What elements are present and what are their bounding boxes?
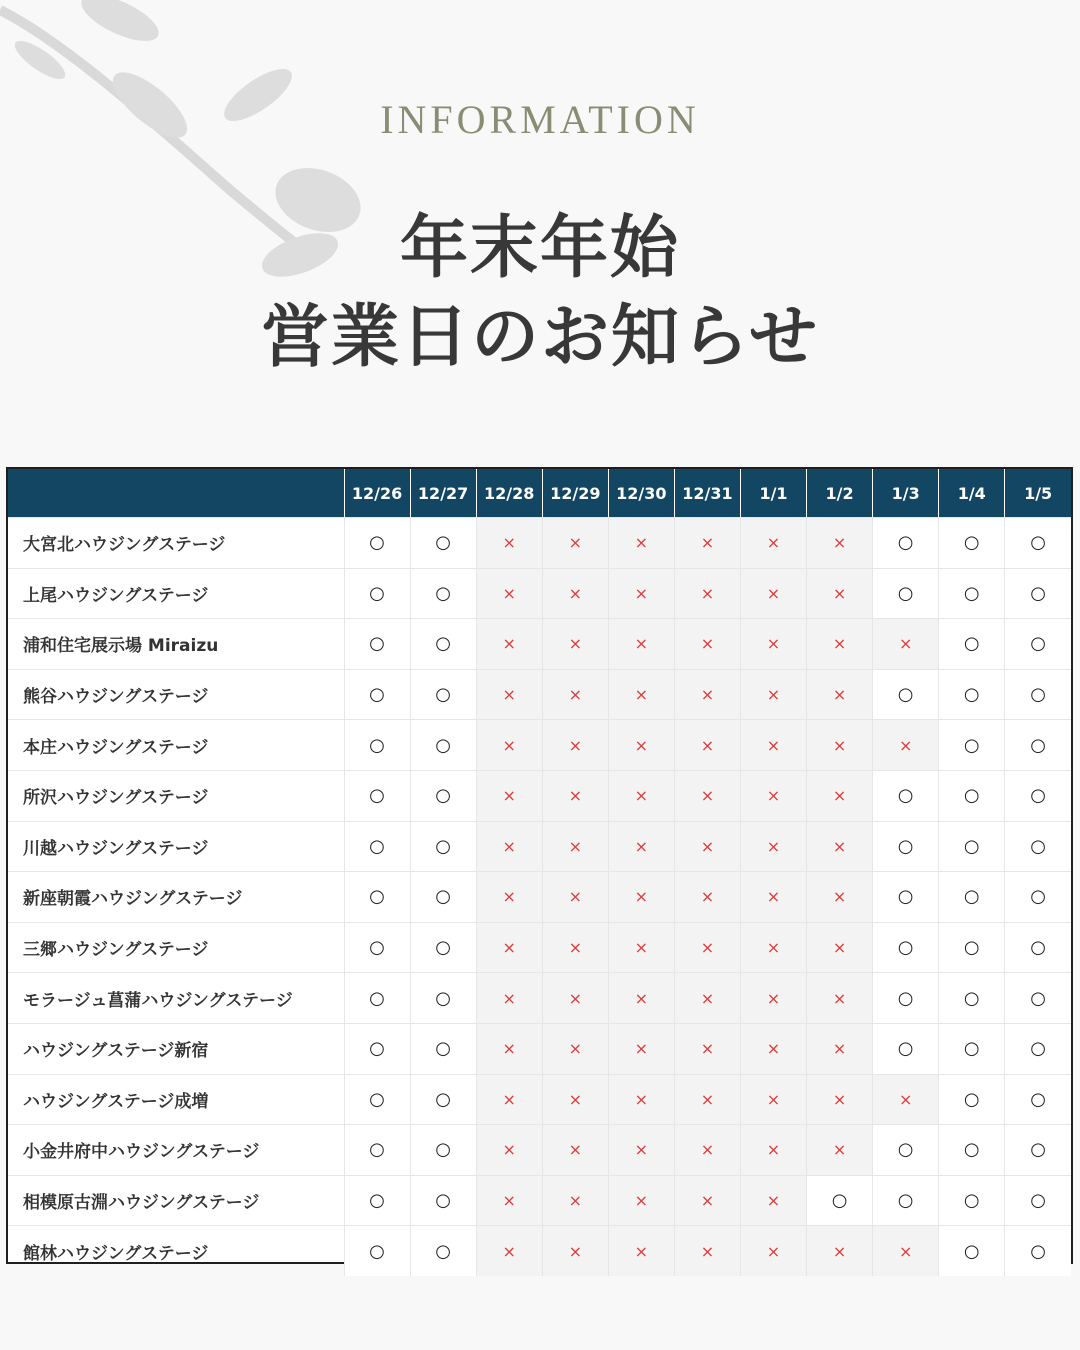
open-mark: ○ [939,720,1005,771]
closed-mark: × [608,1125,674,1176]
open-mark: ○ [1005,1125,1071,1176]
closed-mark: × [542,922,608,973]
table-row [8,1226,1071,1276]
open-mark: ○ [939,1125,1005,1176]
date-header: 12/26 [344,469,410,518]
open-mark: ○ [939,568,1005,619]
open-mark: ○ [410,922,476,973]
closed-mark: × [740,821,806,872]
closed-mark: × [608,568,674,619]
open-mark: ○ [344,770,410,821]
closed-mark: × [542,1226,608,1276]
closed-mark: × [873,720,939,771]
open-mark: ○ [410,821,476,872]
open-mark: ○ [873,1023,939,1074]
open-mark: ○ [939,518,1005,569]
closed-mark: × [674,770,740,821]
open-mark: ○ [873,770,939,821]
open-mark: ○ [344,821,410,872]
closed-mark: × [674,1125,740,1176]
closed-mark: × [476,619,542,670]
page-title [0,205,1080,383]
open-mark: ○ [939,619,1005,670]
date-header: 12/29 [542,469,608,518]
title-line-2: 営業日のお知らせ [261,298,819,377]
closed-mark: × [476,669,542,720]
closed-mark: × [542,1175,608,1226]
closed-mark: × [542,1125,608,1176]
closed-mark: × [674,669,740,720]
closed-mark: × [674,922,740,973]
table-row [8,619,1071,670]
closed-mark: × [807,669,873,720]
open-mark: ○ [344,1023,410,1074]
closed-mark: × [674,1226,740,1276]
open-mark: ○ [873,568,939,619]
open-mark: ○ [344,1125,410,1176]
location-name: 小金井府中ハウジングステージ [8,1125,344,1176]
closed-mark: × [807,518,873,569]
closed-mark: × [674,1175,740,1226]
title-line-1: 年末年始 [399,209,680,288]
closed-mark: × [674,1074,740,1125]
closed-mark: × [807,821,873,872]
location-name: 所沢ハウジングステージ [8,770,344,821]
open-mark: ○ [1005,720,1071,771]
closed-mark: × [740,1175,806,1226]
open-mark: ○ [1005,922,1071,973]
closed-mark: × [807,1023,873,1074]
closed-mark: × [674,821,740,872]
open-mark: ○ [939,1023,1005,1074]
location-name: 熊谷ハウジングステージ [8,669,344,720]
closed-mark: × [674,872,740,923]
closed-mark: × [674,619,740,670]
open-mark: ○ [410,1226,476,1276]
open-mark: ○ [410,770,476,821]
open-mark: ○ [939,1175,1005,1226]
open-mark: ○ [410,1125,476,1176]
open-mark: ○ [1005,1175,1071,1226]
closed-mark: × [542,669,608,720]
closed-mark: × [476,922,542,973]
location-name: 川越ハウジングステージ [8,821,344,872]
open-mark: ○ [344,973,410,1024]
closed-mark: × [740,669,806,720]
closed-mark: × [807,922,873,973]
table-row [8,821,1071,872]
table-row [8,518,1071,569]
closed-mark: × [674,518,740,569]
table-row [8,669,1071,720]
open-mark: ○ [344,1226,410,1276]
date-header: 12/27 [410,469,476,518]
open-mark: ○ [1005,619,1071,670]
closed-mark: × [740,1074,806,1125]
closed-mark: × [740,973,806,1024]
date-header: 1/2 [807,469,873,518]
closed-mark: × [807,770,873,821]
open-mark: ○ [410,720,476,771]
closed-mark: × [476,1023,542,1074]
location-name: 新座朝霞ハウジングステージ [8,872,344,923]
closed-mark: × [542,821,608,872]
closed-mark: × [608,619,674,670]
closed-mark: × [674,973,740,1024]
closed-mark: × [476,720,542,771]
closed-mark: × [740,872,806,923]
location-name: 本庄ハウジングステージ [8,720,344,771]
open-mark: ○ [1005,669,1071,720]
open-mark: ○ [807,1175,873,1226]
closed-mark: × [674,1023,740,1074]
date-header: 1/1 [740,469,806,518]
header-corner [8,469,344,518]
closed-mark: × [476,1226,542,1276]
date-header: 12/28 [476,469,542,518]
open-mark: ○ [344,922,410,973]
closed-mark: × [740,518,806,569]
open-mark: ○ [939,1226,1005,1276]
table-header-row [8,469,1071,518]
open-mark: ○ [344,568,410,619]
date-header: 1/4 [939,469,1005,518]
closed-mark: × [608,1023,674,1074]
closed-mark: × [542,770,608,821]
closed-mark: × [476,568,542,619]
closed-mark: × [476,1074,542,1125]
schedule-table [6,467,1073,1264]
closed-mark: × [542,1074,608,1125]
open-mark: ○ [344,872,410,923]
closed-mark: × [542,720,608,771]
open-mark: ○ [410,1175,476,1226]
closed-mark: × [873,619,939,670]
location-name: 三郷ハウジングステージ [8,922,344,973]
open-mark: ○ [873,518,939,569]
info-label: INFORMATION [380,97,700,142]
closed-mark: × [807,1226,873,1276]
closed-mark: × [542,518,608,569]
open-mark: ○ [410,669,476,720]
date-header: 12/30 [608,469,674,518]
open-mark: ○ [939,922,1005,973]
closed-mark: × [608,1074,674,1125]
closed-mark: × [608,720,674,771]
open-mark: ○ [939,1074,1005,1125]
location-name: 大宮北ハウジングステージ [8,518,344,569]
open-mark: ○ [1005,973,1071,1024]
table-row [8,973,1071,1024]
location-name: ハウジングステージ成増 [8,1074,344,1125]
date-header: 1/5 [1005,469,1071,518]
open-mark: ○ [1005,1074,1071,1125]
closed-mark: × [608,518,674,569]
open-mark: ○ [410,568,476,619]
open-mark: ○ [1005,770,1071,821]
closed-mark: × [740,1226,806,1276]
open-mark: ○ [1005,1023,1071,1074]
closed-mark: × [608,973,674,1024]
open-mark: ○ [1005,518,1071,569]
open-mark: ○ [1005,1226,1071,1276]
open-mark: ○ [344,1175,410,1226]
location-name: モラージュ菖蒲ハウジングステージ [8,973,344,1024]
closed-mark: × [740,1023,806,1074]
open-mark: ○ [410,619,476,670]
date-header: 12/31 [674,469,740,518]
open-mark: ○ [873,922,939,973]
location-name: ハウジングステージ新宿 [8,1023,344,1074]
open-mark: ○ [939,821,1005,872]
open-mark: ○ [410,1074,476,1125]
closed-mark: × [608,770,674,821]
open-mark: ○ [873,821,939,872]
closed-mark: × [542,872,608,923]
closed-mark: × [807,973,873,1024]
closed-mark: × [807,872,873,923]
open-mark: ○ [873,1175,939,1226]
table-row [8,568,1071,619]
open-mark: ○ [939,872,1005,923]
closed-mark: × [740,770,806,821]
closed-mark: × [807,619,873,670]
open-mark: ○ [344,720,410,771]
closed-mark: × [476,1175,542,1226]
closed-mark: × [608,872,674,923]
closed-mark: × [476,973,542,1024]
closed-mark: × [608,1175,674,1226]
closed-mark: × [674,568,740,619]
closed-mark: × [542,619,608,670]
closed-mark: × [807,568,873,619]
location-name: 館林ハウジングステージ [8,1226,344,1276]
open-mark: ○ [344,619,410,670]
table-row [8,872,1071,923]
closed-mark: × [807,720,873,771]
table-row [8,1175,1071,1226]
closed-mark: × [873,1074,939,1125]
open-mark: ○ [1005,821,1071,872]
open-mark: ○ [939,973,1005,1024]
closed-mark: × [740,1125,806,1176]
closed-mark: × [608,922,674,973]
location-name: 相模原古淵ハウジングステージ [8,1175,344,1226]
closed-mark: × [807,1125,873,1176]
closed-mark: × [807,1074,873,1125]
location-name: 浦和住宅展示場 Miraizu [8,619,344,670]
open-mark: ○ [873,973,939,1024]
closed-mark: × [740,922,806,973]
table-row [8,720,1071,771]
closed-mark: × [740,619,806,670]
open-mark: ○ [410,973,476,1024]
open-mark: ○ [873,872,939,923]
open-mark: ○ [939,770,1005,821]
closed-mark: × [476,1125,542,1176]
table-row [8,1023,1071,1074]
closed-mark: × [542,568,608,619]
open-mark: ○ [939,669,1005,720]
open-mark: ○ [873,1125,939,1176]
open-mark: ○ [344,518,410,569]
closed-mark: × [476,518,542,569]
table-row [8,1125,1071,1176]
open-mark: ○ [344,1074,410,1125]
closed-mark: × [542,973,608,1024]
closed-mark: × [740,568,806,619]
closed-mark: × [476,770,542,821]
table-row [8,922,1071,973]
closed-mark: × [740,720,806,771]
closed-mark: × [476,821,542,872]
open-mark: ○ [410,872,476,923]
closed-mark: × [608,821,674,872]
date-header: 1/3 [873,469,939,518]
location-name: 上尾ハウジングステージ [8,568,344,619]
closed-mark: × [674,720,740,771]
open-mark: ○ [344,669,410,720]
table-row [8,1074,1071,1125]
closed-mark: × [608,669,674,720]
closed-mark: × [476,872,542,923]
table-row [8,770,1071,821]
open-mark: ○ [1005,568,1071,619]
closed-mark: × [873,1226,939,1276]
open-mark: ○ [410,518,476,569]
closed-mark: × [608,1226,674,1276]
open-mark: ○ [873,669,939,720]
open-mark: ○ [1005,872,1071,923]
open-mark: ○ [410,1023,476,1074]
closed-mark: × [542,1023,608,1074]
